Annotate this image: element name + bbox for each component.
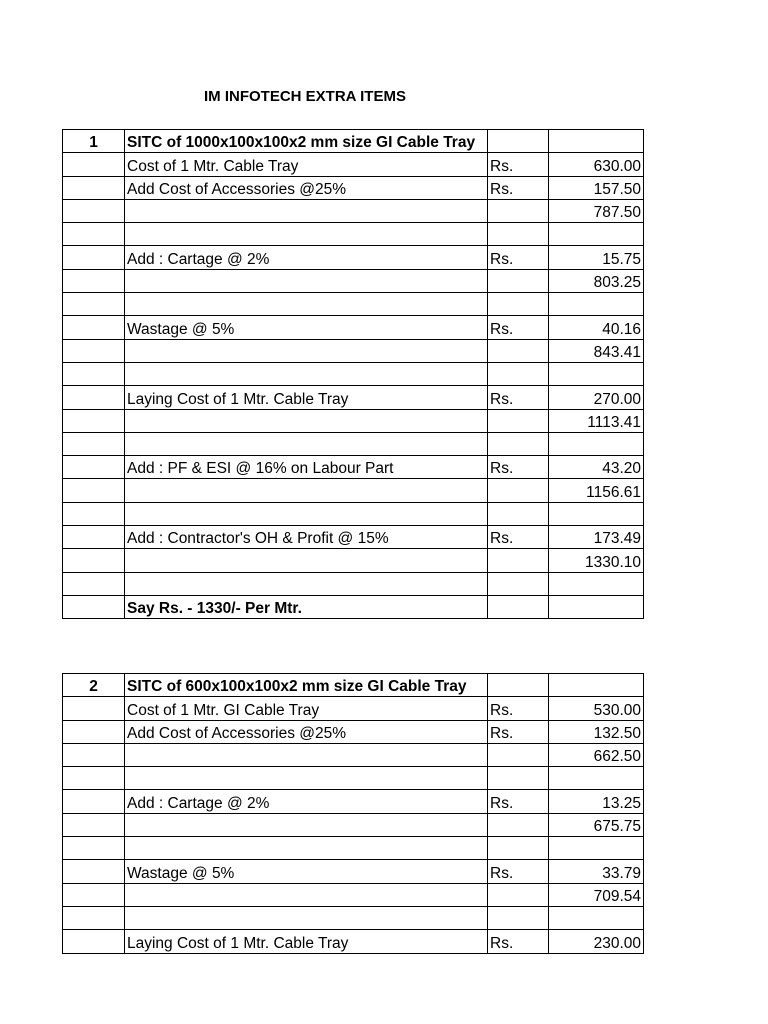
amount-cell: 787.50 — [549, 199, 644, 222]
amount-cell — [549, 674, 644, 697]
unit-cell — [488, 837, 549, 860]
description-cell — [125, 906, 488, 929]
amount-cell: 1330.10 — [549, 549, 644, 572]
item-number-cell — [63, 386, 125, 409]
amount-cell — [549, 572, 644, 595]
amount-cell: 230.00 — [549, 930, 644, 953]
amount-cell: 530.00 — [549, 697, 644, 720]
page-title: IM INFOTECH EXTRA ITEMS — [204, 88, 406, 105]
amount-cell: 675.75 — [549, 813, 644, 836]
cost-table-1 — [62, 129, 644, 619]
amount-cell: 1156.61 — [549, 479, 644, 502]
table-row — [63, 339, 644, 362]
table-row — [63, 246, 644, 269]
description-cell — [125, 837, 488, 860]
item-number-cell — [63, 223, 125, 246]
item-number-cell — [63, 572, 125, 595]
amount-cell — [549, 767, 644, 790]
description-cell: Wastage @ 5% — [125, 316, 488, 339]
item-number-cell — [63, 767, 125, 790]
description-cell: Say Rs. - 1330/- Per Mtr. — [125, 595, 488, 618]
table-row — [63, 456, 644, 479]
item-number-cell — [63, 860, 125, 883]
description-cell — [125, 293, 488, 316]
table-row — [63, 595, 644, 618]
amount-cell — [549, 906, 644, 929]
unit-cell: Rs. — [488, 526, 549, 549]
description-cell: SITC of 1000x100x100x2 mm size GI Cable Tray — [125, 130, 488, 153]
table-row — [63, 526, 644, 549]
table-row — [63, 883, 644, 906]
item-number-cell — [63, 456, 125, 479]
table-row — [63, 790, 644, 813]
description-cell: Add : PF & ESI @ 16% on Labour Part — [125, 456, 488, 479]
description-cell — [125, 502, 488, 525]
item-number-cell — [63, 743, 125, 766]
table-row — [63, 906, 644, 929]
description-cell: SITC of 600x100x100x2 mm size GI Cable Tray — [125, 674, 488, 697]
amount-cell: 132.50 — [549, 720, 644, 743]
unit-cell — [488, 432, 549, 455]
table-row — [63, 549, 644, 572]
unit-cell: Rs. — [488, 720, 549, 743]
unit-cell: Rs. — [488, 456, 549, 479]
item-number-cell: 1 — [63, 130, 125, 153]
table-row — [63, 269, 644, 292]
unit-cell: Rs. — [488, 930, 549, 953]
description-cell — [125, 813, 488, 836]
amount-cell — [549, 595, 644, 618]
cost-table-2 — [62, 673, 644, 954]
amount-cell — [549, 362, 644, 385]
amount-cell — [549, 502, 644, 525]
table-row — [63, 767, 644, 790]
unit-cell — [488, 479, 549, 502]
item-number-cell — [63, 269, 125, 292]
unit-cell — [488, 549, 549, 572]
item-number-cell — [63, 502, 125, 525]
table-row — [63, 130, 644, 153]
description-cell — [125, 883, 488, 906]
item-number-cell — [63, 293, 125, 316]
amount-cell — [549, 837, 644, 860]
item-number-cell — [63, 813, 125, 836]
unit-cell — [488, 767, 549, 790]
unit-cell — [488, 502, 549, 525]
unit-cell — [488, 743, 549, 766]
unit-cell — [488, 572, 549, 595]
item-number-cell — [63, 883, 125, 906]
description-cell — [125, 743, 488, 766]
item-number-cell — [63, 409, 125, 432]
description-cell: Add Cost of Accessories @25% — [125, 720, 488, 743]
description-cell: Cost of 1 Mtr. GI Cable Tray — [125, 697, 488, 720]
table-row — [63, 860, 644, 883]
item-number-cell — [63, 479, 125, 502]
unit-cell — [488, 269, 549, 292]
unit-cell: Rs. — [488, 153, 549, 176]
table-row — [63, 930, 644, 953]
description-cell — [125, 479, 488, 502]
amount-cell: 33.79 — [549, 860, 644, 883]
amount-cell — [549, 130, 644, 153]
amount-cell: 630.00 — [549, 153, 644, 176]
item-number-cell — [63, 595, 125, 618]
unit-cell: Rs. — [488, 860, 549, 883]
item-number-cell — [63, 316, 125, 339]
description-cell: Add Cost of Accessories @25% — [125, 176, 488, 199]
unit-cell — [488, 223, 549, 246]
description-cell — [125, 767, 488, 790]
description-cell — [125, 362, 488, 385]
item-number-cell: 2 — [63, 674, 125, 697]
table-row — [63, 572, 644, 595]
description-cell — [125, 572, 488, 595]
item-number-cell — [63, 153, 125, 176]
table-row — [63, 293, 644, 316]
item-number-cell — [63, 176, 125, 199]
unit-cell: Rs. — [488, 316, 549, 339]
item-number-cell — [63, 790, 125, 813]
table-row — [63, 153, 644, 176]
item-number-cell — [63, 906, 125, 929]
unit-cell: Rs. — [488, 790, 549, 813]
item-number-cell — [63, 246, 125, 269]
item-number-cell — [63, 697, 125, 720]
amount-cell: 43.20 — [549, 456, 644, 479]
table-row — [63, 813, 644, 836]
table-row — [63, 502, 644, 525]
amount-cell: 1113.41 — [549, 409, 644, 432]
table-row — [63, 362, 644, 385]
amount-cell: 40.16 — [549, 316, 644, 339]
table-row — [63, 743, 644, 766]
unit-cell: Rs. — [488, 246, 549, 269]
table-row — [63, 223, 644, 246]
item-number-cell — [63, 720, 125, 743]
item-number-cell — [63, 526, 125, 549]
amount-cell: 662.50 — [549, 743, 644, 766]
amount-cell: 157.50 — [549, 176, 644, 199]
table-row — [63, 720, 644, 743]
amount-cell — [549, 223, 644, 246]
description-cell: Cost of 1 Mtr. Cable Tray — [125, 153, 488, 176]
amount-cell: 709.54 — [549, 883, 644, 906]
amount-cell: 173.49 — [549, 526, 644, 549]
unit-cell: Rs. — [488, 697, 549, 720]
item-number-cell — [63, 432, 125, 455]
item-number-cell — [63, 837, 125, 860]
item-number-cell — [63, 199, 125, 222]
amount-cell: 15.75 — [549, 246, 644, 269]
unit-cell — [488, 130, 549, 153]
unit-cell — [488, 906, 549, 929]
table-row — [63, 386, 644, 409]
unit-cell — [488, 674, 549, 697]
table-row — [63, 409, 644, 432]
unit-cell — [488, 813, 549, 836]
amount-cell — [549, 432, 644, 455]
table-row — [63, 199, 644, 222]
item-number-cell — [63, 549, 125, 572]
unit-cell — [488, 199, 549, 222]
unit-cell — [488, 293, 549, 316]
table-row — [63, 697, 644, 720]
unit-cell — [488, 883, 549, 906]
description-cell — [125, 269, 488, 292]
amount-cell — [549, 293, 644, 316]
unit-cell: Rs. — [488, 176, 549, 199]
unit-cell — [488, 362, 549, 385]
description-cell — [125, 199, 488, 222]
description-cell: Laying Cost of 1 Mtr. Cable Tray — [125, 930, 488, 953]
amount-cell: 13.25 — [549, 790, 644, 813]
unit-cell — [488, 595, 549, 618]
table-row — [63, 479, 644, 502]
description-cell — [125, 223, 488, 246]
description-cell — [125, 339, 488, 362]
description-cell: Add : Cartage @ 2% — [125, 790, 488, 813]
amount-cell: 843.41 — [549, 339, 644, 362]
table-row — [63, 432, 644, 455]
unit-cell — [488, 339, 549, 362]
item-number-cell — [63, 339, 125, 362]
table-row — [63, 316, 644, 339]
amount-cell: 803.25 — [549, 269, 644, 292]
description-cell — [125, 432, 488, 455]
table-row — [63, 837, 644, 860]
description-cell — [125, 549, 488, 572]
description-cell: Wastage @ 5% — [125, 860, 488, 883]
amount-cell: 270.00 — [549, 386, 644, 409]
description-cell: Laying Cost of 1 Mtr. Cable Tray — [125, 386, 488, 409]
table-row — [63, 674, 644, 697]
item-number-cell — [63, 930, 125, 953]
unit-cell: Rs. — [488, 386, 549, 409]
description-cell: Add : Cartage @ 2% — [125, 246, 488, 269]
table-row — [63, 176, 644, 199]
unit-cell — [488, 409, 549, 432]
description-cell — [125, 409, 488, 432]
description-cell: Add : Contractor's OH & Profit @ 15% — [125, 526, 488, 549]
item-number-cell — [63, 362, 125, 385]
